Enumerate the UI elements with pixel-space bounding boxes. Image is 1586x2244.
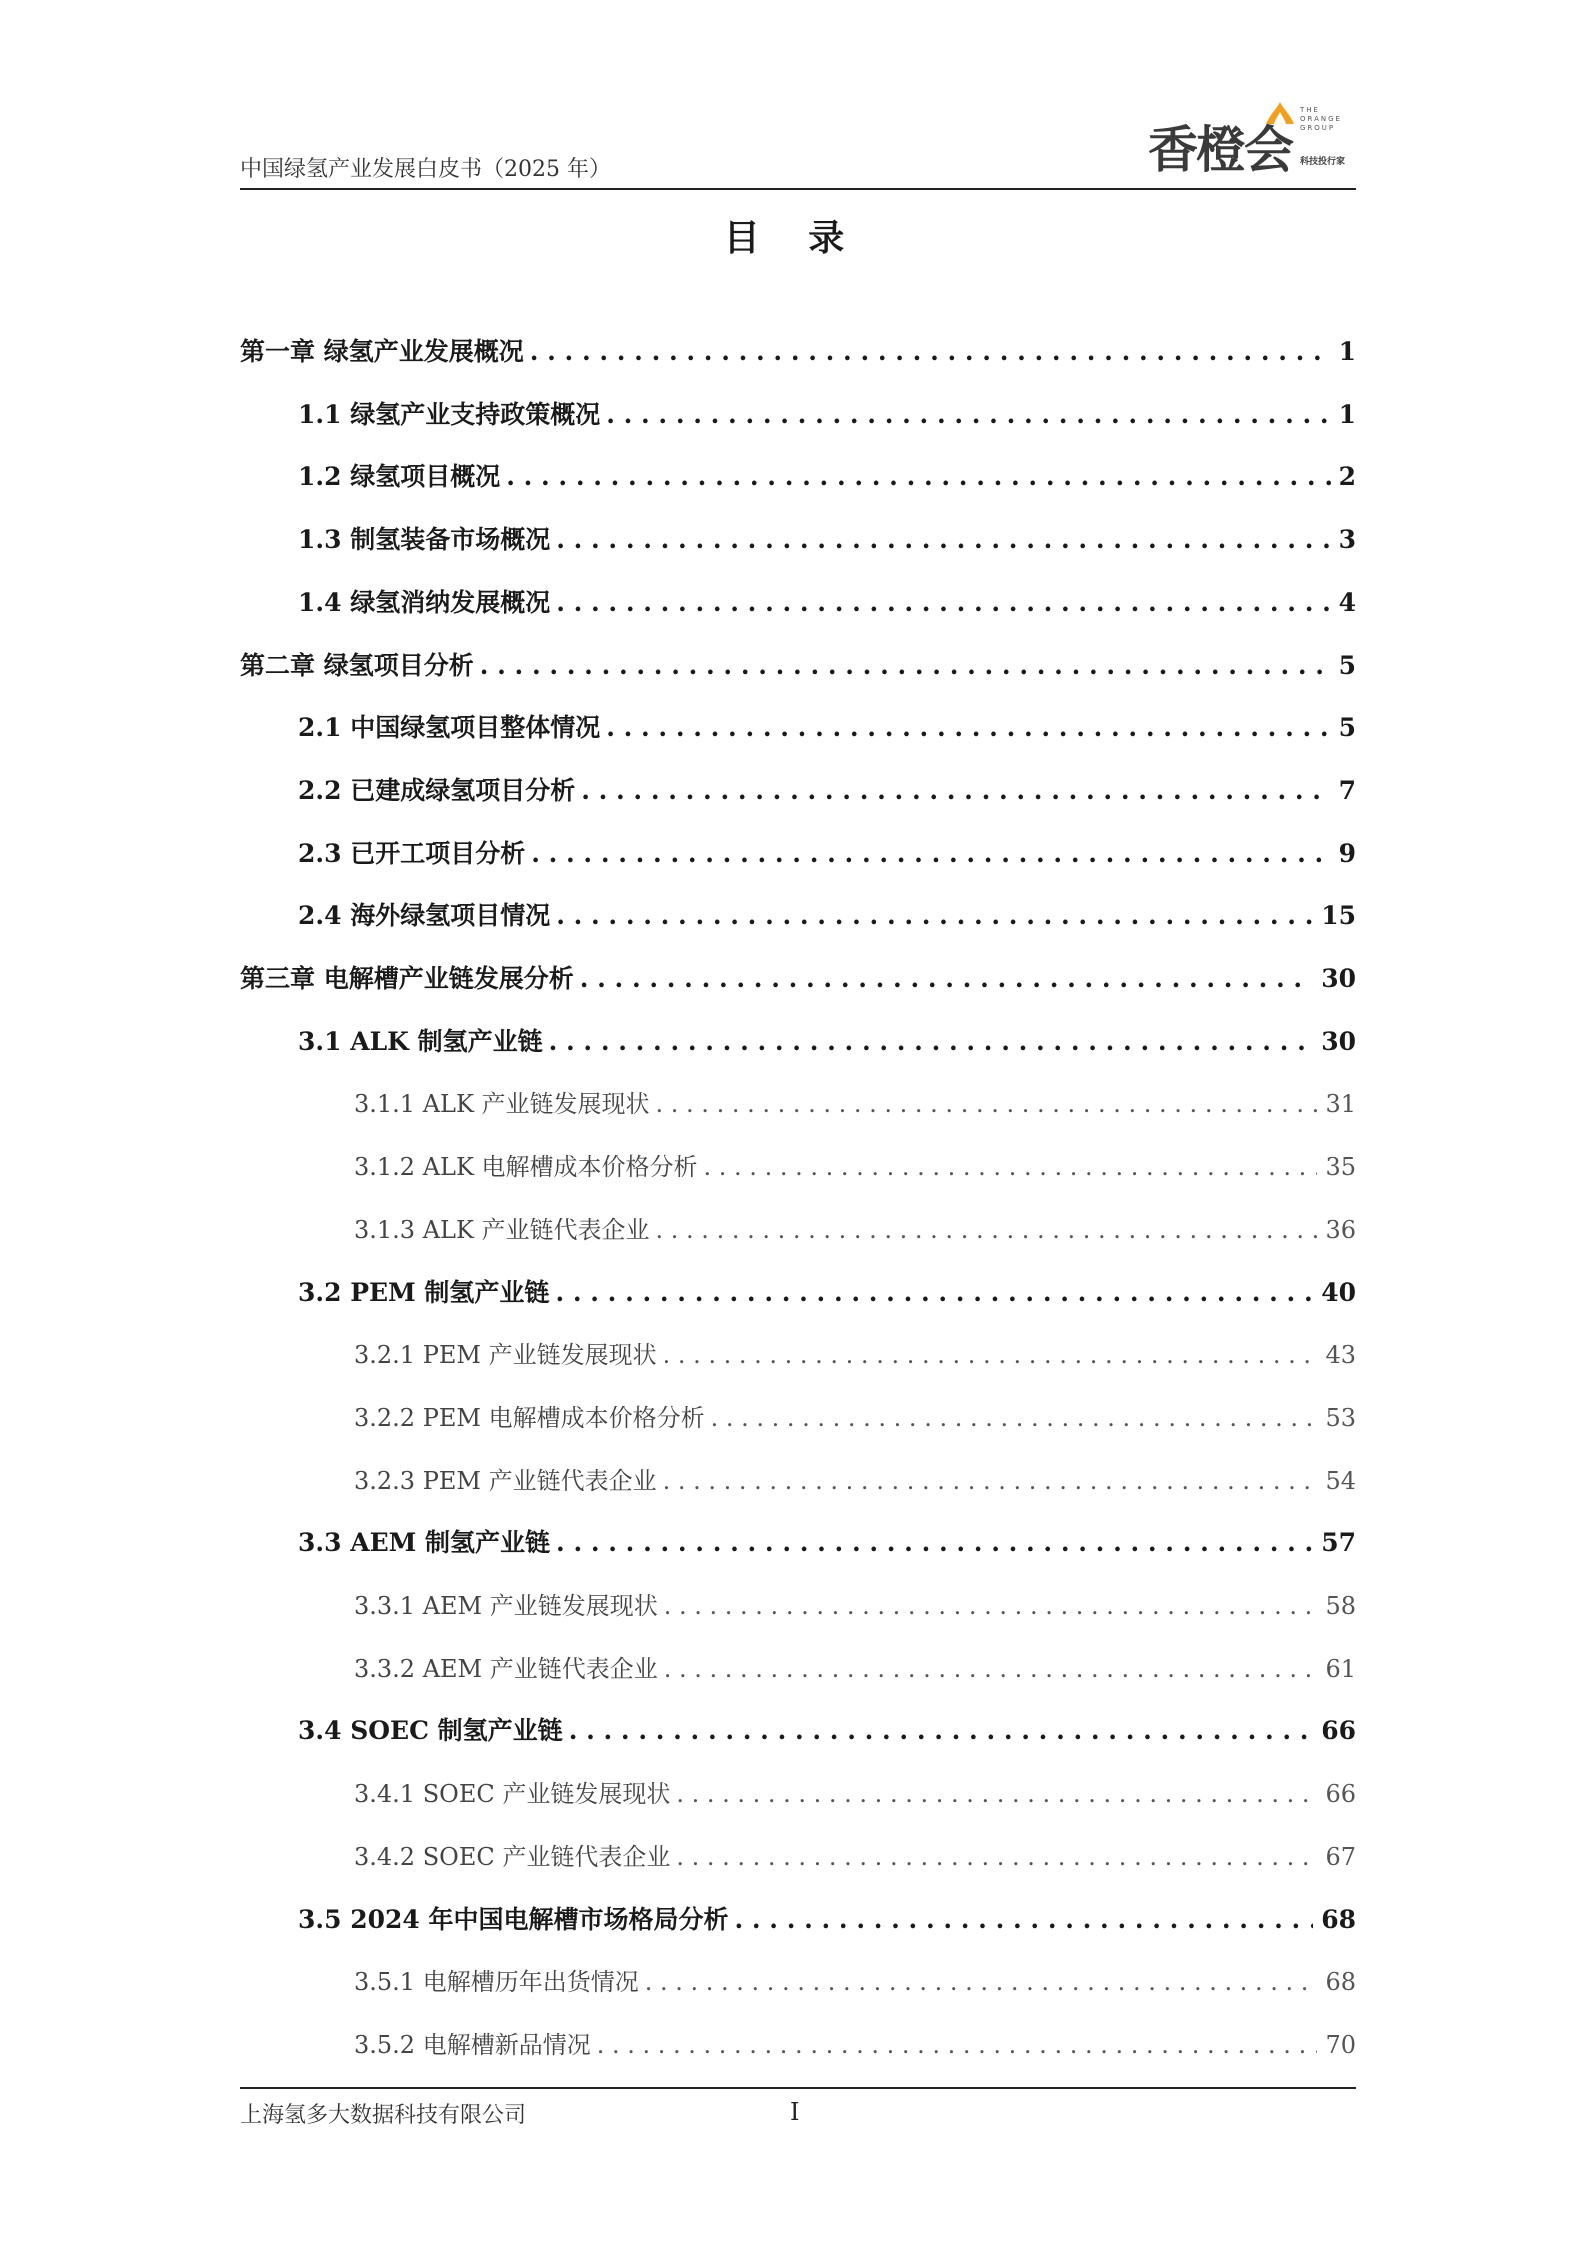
toc-entry-page: 30 xyxy=(1321,964,1356,993)
toc-entry-label: 3.3 AEM 制氢产业链 xyxy=(298,1528,551,1557)
toc-entry-label: 第二章 绿氢项目分析 xyxy=(240,651,474,680)
toc-entry[interactable] xyxy=(354,1335,1356,1375)
toc-dot-leader xyxy=(530,337,1331,366)
toc-entry-page: 9 xyxy=(1338,839,1356,868)
toc-dot-leader xyxy=(606,713,1330,742)
toc-entry-label: 3.5.1 电解槽历年出货情况 xyxy=(354,1968,639,1996)
toc-dot-leader xyxy=(569,1716,1314,1745)
footer-rule xyxy=(240,2087,1356,2089)
toc-entry[interactable] xyxy=(298,708,1356,748)
toc-entry[interactable] xyxy=(298,834,1356,874)
toc-entry-page: 58 xyxy=(1325,1592,1356,1620)
toc-entry-label: 3.2 PEM 制氢产业链 xyxy=(298,1278,550,1307)
toc-entry-page: 35 xyxy=(1325,1153,1356,1181)
toc-entry-label: 3.1.2 ALK 电解槽成本价格分析 xyxy=(354,1153,698,1181)
toc-entry-page: 61 xyxy=(1325,1655,1356,1683)
toc-entry[interactable] xyxy=(354,1398,1356,1438)
toc-title: 目 录 xyxy=(723,217,863,259)
toc-entry-label: 1.2 绿氢项目概况 xyxy=(298,462,501,491)
toc-dot-leader xyxy=(656,1216,1318,1244)
toc-dot-leader xyxy=(664,1655,1318,1683)
logo-tagline: 科技投行家 xyxy=(1300,157,1346,167)
toc-entry-label: 3.1 ALK 制氢产业链 xyxy=(298,1027,543,1056)
toc-entry[interactable] xyxy=(298,1711,1356,1751)
toc-entry-label: 3.3.1 AEM 产业链发展现状 xyxy=(354,1592,658,1620)
toc-entry-page: 36 xyxy=(1325,1216,1356,1244)
document-title-header: 中国绿氢产业发展白皮书（2025 年） xyxy=(240,157,611,182)
toc-dot-leader xyxy=(480,651,1331,680)
toc-dot-leader xyxy=(531,839,1330,868)
toc-dot-leader xyxy=(556,1528,1313,1557)
logo-text-cn: 香橙会 xyxy=(1148,121,1292,179)
toc-entry-page: 1 xyxy=(1338,400,1356,429)
toc-entry[interactable] xyxy=(298,771,1356,811)
toc-entry-label: 3.2.3 PEM 产业链代表企业 xyxy=(354,1467,657,1495)
toc-entry-label: 2.3 已开工项目分析 xyxy=(298,839,526,868)
toc-entry-page: 30 xyxy=(1321,1027,1356,1056)
toc-dot-leader xyxy=(556,588,1330,617)
toc-entry-page: 4 xyxy=(1338,588,1356,617)
toc-entry-label: 2.2 已建成绿氢项目分析 xyxy=(298,776,576,805)
toc-entry[interactable] xyxy=(298,583,1356,623)
toc-dot-leader xyxy=(645,1968,1318,1996)
toc-entry[interactable] xyxy=(354,1147,1356,1187)
toc-entry-label: 3.1.1 ALK 产业链发展现状 xyxy=(354,1090,650,1118)
toc-entry[interactable] xyxy=(240,646,1356,686)
toc-entry-page: 70 xyxy=(1325,2031,1356,2059)
toc-entry-label: 3.5.2 电解槽新品情况 xyxy=(354,2031,591,2059)
toc-entry[interactable] xyxy=(298,395,1356,435)
toc-entry-label: 3.1.3 ALK 产业链代表企业 xyxy=(354,1216,650,1244)
toc-entry-label: 3.2.2 PEM 电解槽成本价格分析 xyxy=(354,1404,705,1432)
toc-entry-label: 3.4.1 SOEC 产业链发展现状 xyxy=(354,1780,671,1808)
toc-entry[interactable] xyxy=(354,2025,1356,2065)
toc-entry-page: 68 xyxy=(1321,1905,1356,1934)
toc-entry-label: 1.3 制氢装备市场概况 xyxy=(298,525,551,554)
logo-text-en: THE ORANGE GROUP xyxy=(1300,106,1342,132)
toc-entry-label: 3.3.2 AEM 产业链代表企业 xyxy=(354,1655,658,1683)
toc-dot-leader xyxy=(656,1090,1318,1118)
toc-entry[interactable] xyxy=(354,1586,1356,1626)
toc-dot-leader xyxy=(676,1843,1317,1871)
toc-entry[interactable] xyxy=(354,1837,1356,1877)
toc-dot-leader xyxy=(663,1467,1318,1495)
toc-entry[interactable] xyxy=(354,1649,1356,1689)
toc-dot-leader xyxy=(663,1341,1318,1369)
logo xyxy=(1148,100,1358,179)
toc-dot-leader xyxy=(664,1592,1318,1620)
toc-entry[interactable] xyxy=(240,959,1356,999)
toc-entry[interactable] xyxy=(240,332,1356,372)
toc-entry-label: 3.5 2024 年中国电解槽市场格局分析 xyxy=(298,1905,729,1934)
toc-entry-page: 57 xyxy=(1321,1528,1356,1557)
toc-entry-page: 5 xyxy=(1338,651,1356,680)
toc-entry[interactable] xyxy=(298,896,1356,936)
toc-entry-label: 1.4 绿氢消纳发展概况 xyxy=(298,588,551,617)
toc-entry[interactable] xyxy=(354,1962,1356,2002)
toc-entry-page: 67 xyxy=(1325,1843,1356,1871)
toc-entry-label: 3.2.1 PEM 产业链发展现状 xyxy=(354,1341,657,1369)
toc-entry-label: 第一章 绿氢产业发展概况 xyxy=(240,337,524,366)
toc-entry-page: 1 xyxy=(1338,337,1356,366)
toc-entry-page: 7 xyxy=(1338,776,1356,805)
toc-entry-page: 54 xyxy=(1325,1467,1356,1495)
toc-entry[interactable] xyxy=(298,520,1356,560)
toc-dot-leader xyxy=(606,400,1330,429)
toc-dot-leader xyxy=(581,776,1330,805)
toc-entry[interactable] xyxy=(298,1273,1356,1313)
toc-entry[interactable] xyxy=(298,1900,1356,1940)
footer-page-number: I xyxy=(790,2098,800,2126)
toc-dot-leader xyxy=(734,1905,1313,1934)
toc-entry-page: 31 xyxy=(1325,1090,1356,1118)
toc-dot-leader xyxy=(580,964,1313,993)
toc-entry-page: 5 xyxy=(1338,713,1356,742)
toc-entry-label: 3.4.2 SOEC 产业链代表企业 xyxy=(354,1843,671,1871)
toc-entry-page: 2 xyxy=(1338,462,1356,491)
toc-entry-label: 2.4 海外绿氢项目情况 xyxy=(298,901,551,930)
toc-dot-leader xyxy=(711,1404,1318,1432)
toc-entry-label: 3.4 SOEC 制氢产业链 xyxy=(298,1716,563,1745)
toc-entry[interactable] xyxy=(298,1523,1356,1563)
toc-entry-page: 40 xyxy=(1321,1278,1356,1307)
toc-entry-page: 68 xyxy=(1325,1968,1356,1996)
toc-entry-page: 43 xyxy=(1325,1341,1356,1369)
toc-entry-page: 66 xyxy=(1321,1716,1356,1745)
toc-dot-leader xyxy=(506,462,1330,491)
toc-entry-page: 53 xyxy=(1325,1404,1356,1432)
footer-company: 上海氢多大数据科技有限公司 xyxy=(240,2103,527,2128)
toc-entry[interactable] xyxy=(298,457,1356,497)
toc-entry[interactable] xyxy=(354,1084,1356,1124)
toc-entry-page: 15 xyxy=(1321,901,1356,930)
toc-entry-page: 3 xyxy=(1338,525,1356,554)
toc-entry[interactable] xyxy=(354,1461,1356,1501)
toc-entry-page: 66 xyxy=(1325,1780,1356,1808)
toc-dot-leader xyxy=(597,2031,1318,2059)
toc-dot-leader xyxy=(676,1780,1317,1808)
toc-entry-label: 2.1 中国绿氢项目整体情况 xyxy=(298,713,601,742)
toc-dot-leader xyxy=(549,1027,1314,1056)
toc-entry[interactable] xyxy=(354,1774,1356,1814)
toc-dot-leader xyxy=(704,1153,1318,1181)
header-rule xyxy=(240,188,1356,190)
toc-entry-label: 1.1 绿氢产业支持政策概况 xyxy=(298,400,601,429)
toc-entry[interactable] xyxy=(354,1210,1356,1250)
toc-dot-leader xyxy=(556,525,1330,554)
toc-dot-leader xyxy=(556,901,1313,930)
toc-entry-label: 第三章 电解槽产业链发展分析 xyxy=(240,964,574,993)
toc-entry[interactable] xyxy=(298,1022,1356,1062)
toc-dot-leader xyxy=(555,1278,1313,1307)
